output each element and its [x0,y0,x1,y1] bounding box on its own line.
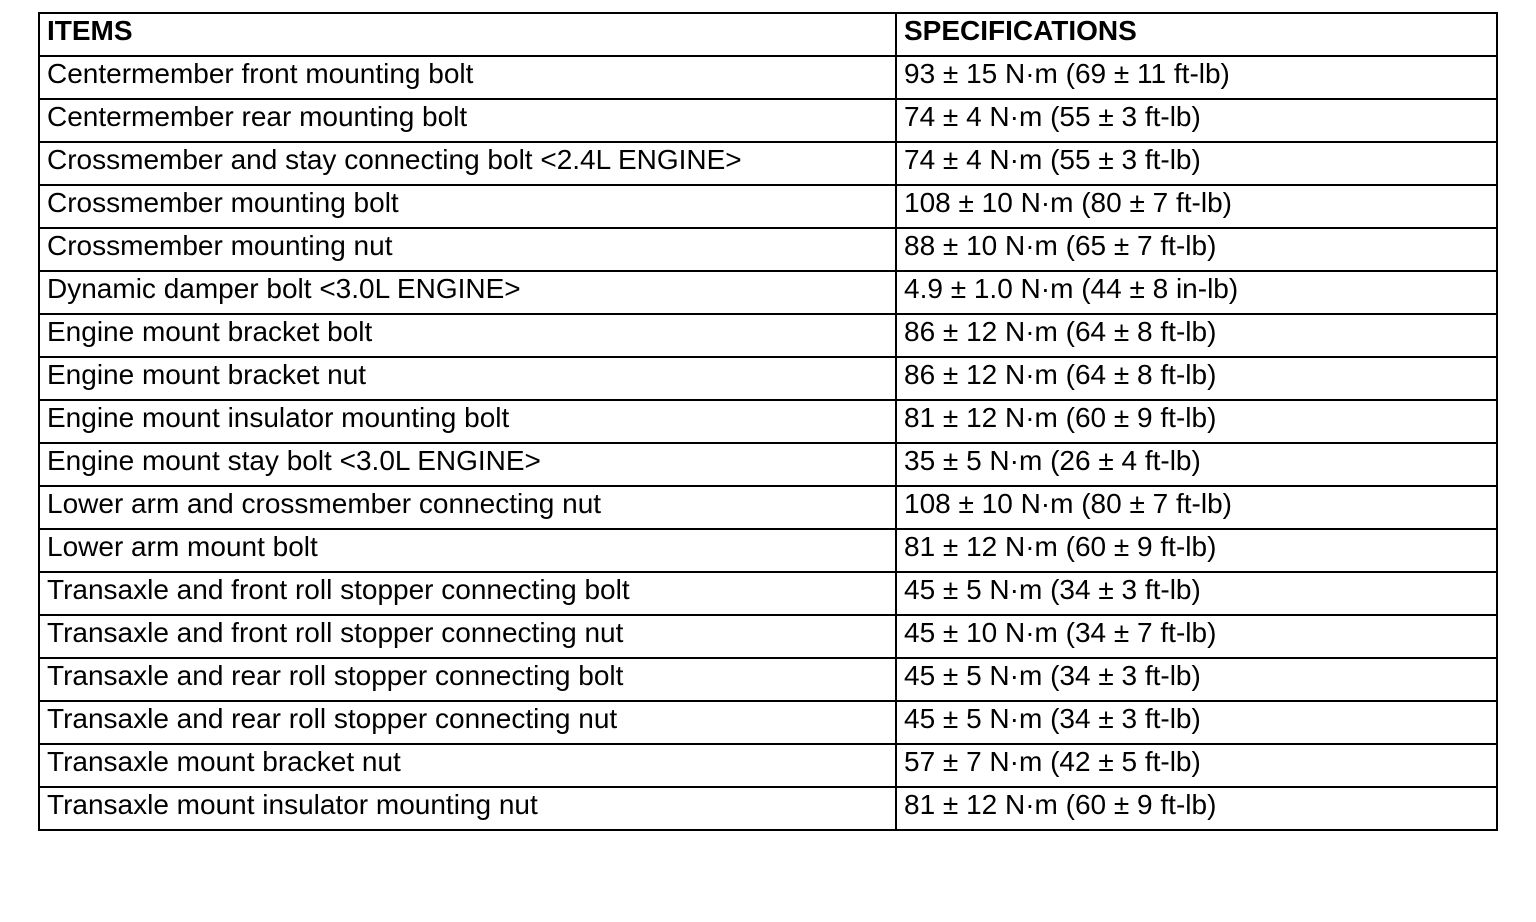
specification-cell: 108 ± 10 N·m (80 ± 7 ft-lb) [896,185,1497,228]
item-cell: Centermember front mounting bolt [39,56,896,99]
item-cell: Transaxle and front roll stopper connecting nut [39,615,896,658]
table-header [39,13,1497,56]
table-row [39,271,1497,314]
items-column-header: ITEMS [39,13,896,56]
table-row [39,529,1497,572]
specification-cell: 74 ± 4 N·m (55 ± 3 ft-lb) [896,99,1497,142]
specification-cell: 81 ± 12 N·m (60 ± 9 ft-lb) [896,787,1497,830]
specification-cell: 45 ± 5 N·m (34 ± 3 ft-lb) [896,658,1497,701]
specification-cell: 86 ± 12 N·m (64 ± 8 ft-lb) [896,357,1497,400]
table-row [39,486,1497,529]
specification-cell: 108 ± 10 N·m (80 ± 7 ft-lb) [896,486,1497,529]
item-cell: Centermember rear mounting bolt [39,99,896,142]
table-row [39,658,1497,701]
table-row [39,56,1497,99]
specification-cell: 57 ± 7 N·m (42 ± 5 ft-lb) [896,744,1497,787]
header-row [39,13,1497,56]
specifications-column-header: SPECIFICATIONS [896,13,1497,56]
table-row [39,314,1497,357]
specification-cell: 93 ± 15 N·m (69 ± 11 ft-lb) [896,56,1497,99]
item-cell: Engine mount stay bolt <3.0L ENGINE> [39,443,896,486]
specification-cell: 45 ± 5 N·m (34 ± 3 ft-lb) [896,572,1497,615]
item-cell: Dynamic damper bolt <3.0L ENGINE> [39,271,896,314]
table-row [39,744,1497,787]
table-row [39,701,1497,744]
item-cell: Lower arm and crossmember connecting nut [39,486,896,529]
item-cell: Engine mount bracket nut [39,357,896,400]
item-cell: Engine mount insulator mounting bolt [39,400,896,443]
item-cell: Transaxle and rear roll stopper connecting bolt [39,658,896,701]
item-cell: Transaxle mount insulator mounting nut [39,787,896,830]
item-cell: Crossmember mounting nut [39,228,896,271]
specification-cell: 74 ± 4 N·m (55 ± 3 ft-lb) [896,142,1497,185]
item-cell: Crossmember and stay connecting bolt <2.4L ENGINE> [39,142,896,185]
item-cell: Crossmember mounting bolt [39,185,896,228]
specification-cell: 86 ± 12 N·m (64 ± 8 ft-lb) [896,314,1497,357]
specification-cell: 4.9 ± 1.0 N·m (44 ± 8 in-lb) [896,271,1497,314]
table-row [39,787,1497,830]
table-row [39,443,1497,486]
item-cell: Lower arm mount bolt [39,529,896,572]
table-row [39,142,1497,185]
table-row [39,185,1497,228]
item-cell: Transaxle mount bracket nut [39,744,896,787]
table-row [39,357,1497,400]
item-cell: Transaxle and front roll stopper connecting bolt [39,572,896,615]
table-row [39,99,1497,142]
specification-cell: 88 ± 10 N·m (65 ± 7 ft-lb) [896,228,1497,271]
torque-spec-table [38,12,1498,831]
table-row [39,615,1497,658]
item-cell: Engine mount bracket bolt [39,314,896,357]
item-cell: Transaxle and rear roll stopper connecting nut [39,701,896,744]
table-row [39,228,1497,271]
table-row [39,572,1497,615]
table-row [39,400,1497,443]
specification-cell: 81 ± 12 N·m (60 ± 9 ft-lb) [896,400,1497,443]
specification-cell: 45 ± 10 N·m (34 ± 7 ft-lb) [896,615,1497,658]
table-body [39,56,1497,830]
specification-cell: 35 ± 5 N·m (26 ± 4 ft-lb) [896,443,1497,486]
specification-cell: 81 ± 12 N·m (60 ± 9 ft-lb) [896,529,1497,572]
specification-cell: 45 ± 5 N·m (34 ± 3 ft-lb) [896,701,1497,744]
